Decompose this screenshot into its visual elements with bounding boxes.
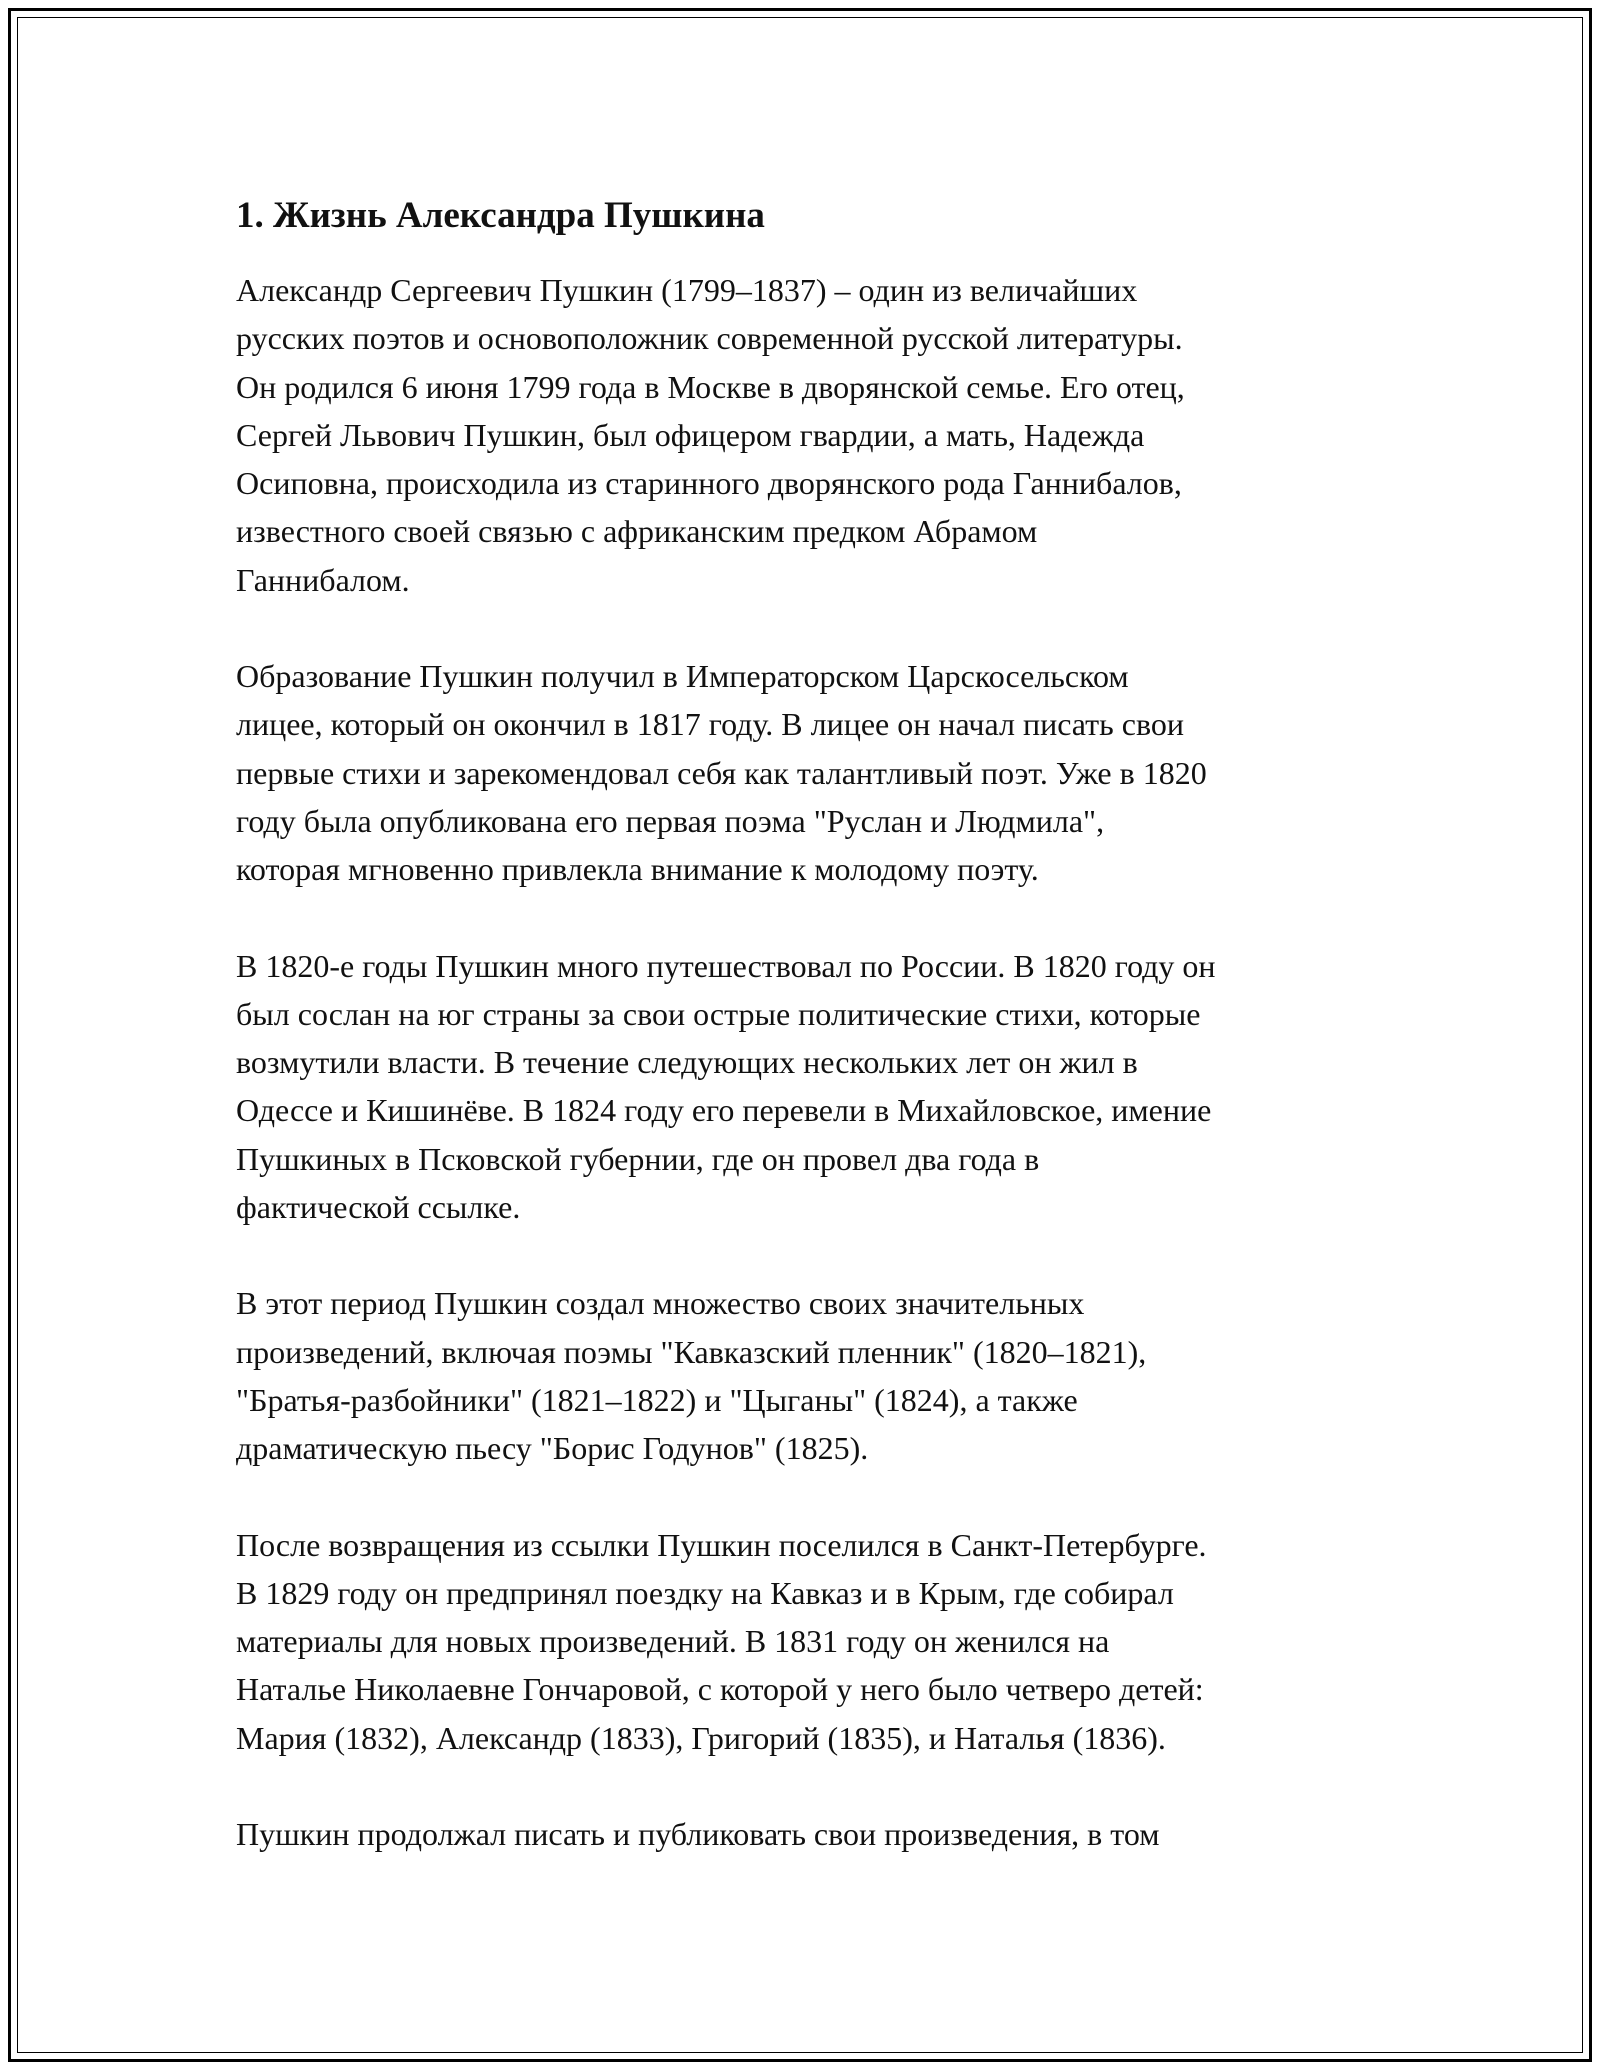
text-line: материалы для новых произведений. В 1831 году он женился на — [236, 1623, 1110, 1660]
text-line: фактической ссылке. — [236, 1189, 521, 1226]
text-line: Наталье Николаевне Гончаровой, с которой у него было четверо детей: — [236, 1671, 1204, 1708]
text-line: Одессе и Кишинёве. В 1824 году его перевели в Михайловское, имение — [236, 1092, 1212, 1129]
text-line: Сергей Львович Пушкин, был офицером гвардии, а мать, Надежда — [236, 416, 1145, 453]
text-line: известного своей связью с африканским предком Абрамом — [236, 513, 1038, 550]
text-line: Пушкин продолжал писать и публиковать свои произведения, в том — [236, 1816, 1160, 1853]
paragraph — [236, 266, 1386, 604]
text-line: В 1829 году он предпринял поездку на Кавказ и в Крым, где собирал — [236, 1574, 1174, 1611]
text-line: возмутили власти. В течение следующих нескольких лет он жил в — [236, 1044, 1138, 1081]
text-line: первые стихи и зарекомендовал себя как талантливый поэт. Уже в 1820 — [236, 754, 1207, 791]
paragraphs-container — [236, 266, 1386, 1858]
text-line: В этот период Пушкин создал множество своих значительных — [236, 1285, 1085, 1322]
text-line: которая мгновенно привлекла внимание к молодому поэту. — [236, 851, 1039, 888]
text-line: году была опубликована его первая поэма "Руслан и Людмила", — [236, 802, 1105, 839]
paragraph — [236, 1810, 1386, 1858]
text-line: Пушкиных в Псковской губернии, где он провел два года в — [236, 1140, 1040, 1177]
text-line: Осиповна, происходила из старинного дворянского рода Ганнибалов, — [236, 465, 1182, 502]
document-body — [236, 188, 1386, 1906]
text-line: Ганнибалом. — [236, 561, 410, 598]
text-line: Образование Пушкин получил в Императорском Царскосельском — [236, 658, 1129, 695]
section-heading: 1. Жизнь Александра Пушкина — [236, 195, 765, 236]
text-line: Александр Сергеевич Пушкин (1799–1837) – один из величайших — [236, 272, 1138, 308]
text-line: произведений, включая поэмы "Кавказский пленник" (1820–1821), — [236, 1333, 1147, 1370]
paragraph — [236, 942, 1386, 1232]
text-line: После возвращения из ссылки Пушкин поселился в Санкт-Петербурге. — [236, 1526, 1207, 1563]
paragraph — [236, 1279, 1386, 1472]
text-line: драматическую пьесу "Борис Годунов" (1825). — [236, 1430, 869, 1467]
paragraph — [236, 652, 1386, 893]
text-line: Он родился 6 июня 1799 года в Москве в дворянской семье. Его отец, — [236, 368, 1185, 405]
text-line: русских поэтов и основоположник современной русской литературы. — [236, 320, 1183, 357]
text-line: "Братья-разбойники" (1821–1822) и "Цыганы" (1824), а также — [236, 1381, 1078, 1418]
paragraph — [236, 1521, 1386, 1762]
text-line: лицее, который он окончил в 1817 году. В лицее он начал писать свои — [236, 706, 1184, 743]
text-line: Мария (1832), Александр (1833), Григорий (1835), и Наталья (1836). — [236, 1719, 1166, 1756]
text-line: был сослан на юг страны за свои острые политические стихи, которые — [236, 995, 1201, 1032]
text-line: В 1820-е годы Пушкин много путешествовал по России. В 1820 году он — [236, 947, 1216, 984]
